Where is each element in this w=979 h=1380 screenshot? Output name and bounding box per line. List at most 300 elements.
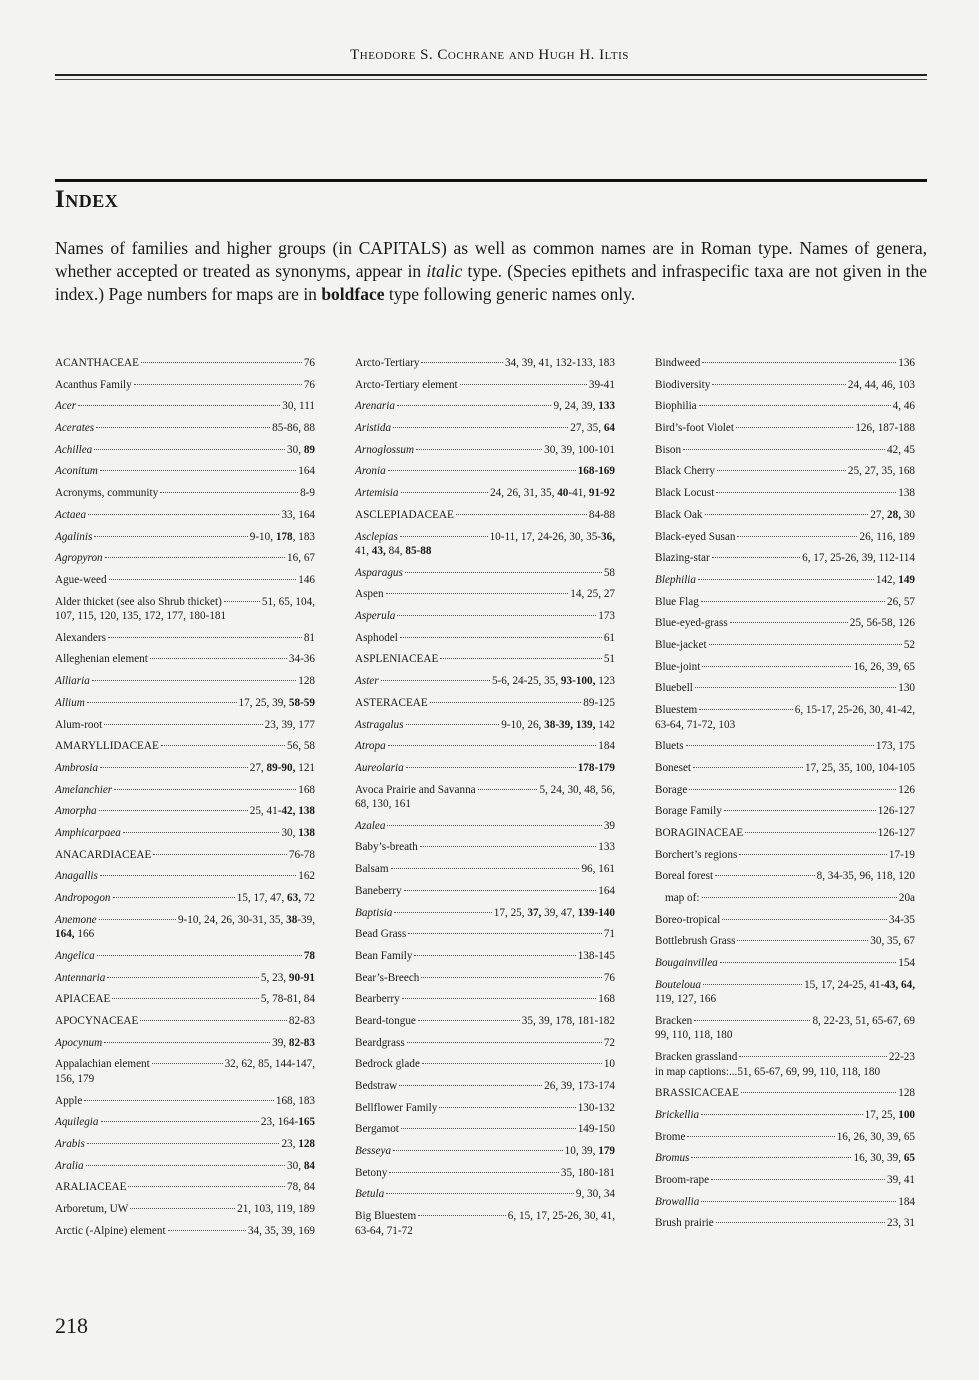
page-ref: 9-10, 26, (501, 718, 545, 731)
page-refs (250, 761, 315, 776)
dot-leader (401, 1128, 576, 1129)
page-refs (262, 595, 315, 610)
page-ref: 27, (870, 508, 888, 521)
index-term: Brome (655, 1130, 686, 1143)
page-ref: 68, 130, 161 (355, 798, 411, 811)
page-refs (553, 399, 615, 414)
page-ref: 164 (598, 884, 615, 897)
page-refs (304, 949, 315, 964)
index-entry (355, 884, 615, 899)
index-term: Bearberry (355, 993, 400, 1006)
page-ref: in map captions:...51, 65-67, 69, 99, 110, 118, 180 (655, 1065, 881, 1078)
page-refs (887, 595, 915, 610)
index-entry (355, 443, 615, 458)
dot-leader (683, 449, 885, 450)
index-term: Alleghenian element (55, 653, 148, 666)
dot-leader (702, 897, 897, 898)
index-entry (355, 819, 615, 834)
page-refs (581, 862, 615, 877)
index-entry (355, 631, 615, 646)
index-entry (55, 1202, 315, 1217)
page-refs (898, 956, 915, 971)
dot-leader (456, 514, 587, 515)
index-entry (55, 378, 315, 393)
page-refs (298, 573, 315, 588)
index-term: Balsam (355, 863, 389, 876)
page-ref: 34-36 (288, 653, 315, 666)
page-ref: 33, 164 (281, 508, 315, 521)
index-entry (355, 566, 615, 581)
page-ref: 35, 39, 178, 181-182 (521, 1014, 615, 1027)
dot-leader (160, 492, 298, 493)
dot-leader (114, 789, 296, 790)
index-entry (655, 1014, 915, 1043)
page-ref: 36, (601, 530, 615, 543)
index-term: Bedrock glade (355, 1058, 420, 1071)
index-entry (55, 1094, 315, 1109)
page-refs (539, 783, 615, 798)
page-ref: 76 (603, 971, 615, 984)
dot-leader (739, 854, 887, 855)
index-title: Index (55, 186, 119, 213)
index-term: BORAGINACEAE (655, 826, 744, 839)
index-term: Aspen (355, 588, 384, 601)
index-entry (355, 992, 615, 1007)
dot-leader (101, 1121, 259, 1122)
index-term: Acer (55, 400, 77, 413)
index-term: Ague-weed (55, 573, 107, 586)
dot-leader (687, 1136, 834, 1137)
page-ref: 30, 39, 100-101 (544, 443, 615, 456)
dot-leader (100, 767, 248, 768)
dot-leader (739, 1056, 887, 1057)
page-refs (795, 703, 915, 718)
dot-leader (386, 1193, 574, 1194)
page-ref: 146 (298, 573, 315, 586)
page-ref: 138 (298, 826, 315, 839)
dot-leader (716, 1222, 885, 1223)
dot-leader (689, 789, 896, 790)
page-refs (298, 869, 315, 884)
index-term: Arcto-Tertiary (355, 357, 420, 369)
page-refs (870, 934, 915, 949)
index-term: Black Oak (655, 508, 703, 521)
dot-leader (414, 955, 575, 956)
index-term: Acronyms, community (55, 487, 159, 500)
dot-leader (150, 658, 287, 659)
index-term: Amphicarpaea (55, 826, 121, 839)
index-term: Alum-root (55, 718, 103, 731)
page-refs-continued (55, 609, 315, 624)
dot-leader (92, 680, 296, 681)
page-refs (604, 631, 615, 646)
index-entry (355, 783, 615, 812)
index-entry (355, 971, 615, 986)
index-entry (355, 949, 615, 964)
index-entry (55, 443, 315, 458)
dot-leader (705, 514, 869, 515)
page-refs (899, 891, 915, 906)
dot-leader (107, 977, 259, 978)
page-refs (812, 1014, 915, 1029)
index-entry (55, 783, 315, 798)
page-ref: 23, 164- (260, 1116, 299, 1129)
index-term: Aralia (55, 1159, 84, 1172)
index-entry (355, 906, 615, 921)
index-term: BRASSICACEAE (655, 1087, 739, 1100)
page-refs (544, 443, 615, 458)
page-ref: 84-88 (588, 508, 615, 521)
index-term: Bergamot (355, 1123, 399, 1136)
page-ref: 138 (898, 487, 915, 500)
index-entry (55, 1036, 315, 1051)
index-term: Alliaria (55, 675, 90, 688)
page-refs (239, 696, 315, 711)
index-entry (655, 761, 915, 776)
dot-leader (478, 789, 538, 790)
index-entry (655, 1050, 915, 1079)
page-ref: 34-35 (888, 913, 915, 926)
index-term: Amelanchier (55, 783, 113, 796)
page-refs (561, 1166, 615, 1181)
page-refs (598, 884, 615, 899)
page-ref: 34, 39, 41, 132-133, 183 (504, 357, 615, 369)
index-entry (55, 761, 315, 776)
dot-leader (100, 875, 296, 876)
page-refs (604, 927, 615, 942)
page-refs (490, 530, 615, 545)
dot-leader (168, 1230, 246, 1231)
page-refs (604, 652, 615, 667)
index-entry (355, 399, 615, 414)
dot-leader (693, 767, 803, 768)
dot-leader (440, 658, 602, 659)
index-entry (655, 826, 915, 841)
index-term: Bison (655, 443, 682, 456)
index-entry (655, 739, 915, 754)
page-ref: 162 (298, 870, 315, 883)
index-column-1 (55, 356, 315, 1245)
page-ref: 173 (598, 610, 615, 623)
index-entry (55, 891, 315, 906)
dot-leader (694, 1020, 810, 1021)
dot-leader (112, 998, 259, 999)
index-entry (355, 739, 615, 754)
page-refs (878, 826, 915, 841)
page-ref: 25, 27, 35, 168 (847, 465, 915, 478)
dot-leader (123, 832, 280, 833)
page-refs (576, 1187, 615, 1202)
page-refs (589, 508, 615, 523)
page-refs (178, 913, 315, 928)
page-ref: 9-10, (249, 530, 276, 543)
index-term: Bouteloua (655, 978, 701, 991)
index-entry (55, 508, 315, 523)
page-ref: 178 (275, 530, 293, 543)
page-refs-continued (355, 797, 615, 812)
page-ref: 123 (595, 675, 615, 688)
index-term: Bindweed (655, 357, 701, 369)
index-term: Baptisia (355, 906, 393, 919)
index-entry (355, 1036, 615, 1051)
dot-leader (134, 384, 302, 385)
dot-leader (702, 666, 851, 667)
page-ref: 100 (898, 1109, 915, 1121)
index-entry (655, 934, 915, 949)
index-term: Boneset (655, 761, 692, 774)
index-term: Apple (55, 1094, 83, 1107)
index-entry (355, 1079, 615, 1094)
page-refs (850, 616, 915, 631)
page-refs (598, 739, 615, 754)
page-ref: 96, 161 (581, 863, 615, 876)
dot-leader (397, 615, 596, 616)
page-refs-continued (355, 1224, 615, 1239)
index-entry (55, 949, 315, 964)
index-term: Alexanders (55, 631, 106, 644)
index-term: Bromus (655, 1152, 690, 1165)
dot-leader (712, 384, 846, 385)
dot-leader (153, 854, 287, 855)
page-refs-continued (655, 718, 915, 733)
page-refs (304, 378, 315, 393)
page-ref: 128 (298, 1137, 315, 1150)
index-entry (655, 616, 915, 631)
page-ref: 82-83 (288, 1014, 315, 1027)
page-refs (598, 992, 615, 1007)
page-ref: 5, 78-81, 84 (260, 993, 315, 1006)
page-ref: 72 (301, 892, 315, 904)
dot-leader (141, 362, 302, 363)
index-entry (55, 718, 315, 733)
page-ref: 76 (303, 378, 315, 391)
page-refs (598, 840, 615, 855)
index-term: Blue-joint (655, 660, 701, 673)
page-ref: 130 (898, 682, 915, 695)
page-refs (281, 508, 315, 523)
index-term: Andropogon (55, 892, 111, 904)
dot-leader (439, 1107, 575, 1108)
page-refs (889, 848, 915, 863)
page-ref: 149 (898, 573, 915, 586)
page-refs (853, 1151, 915, 1166)
dot-leader (686, 745, 874, 746)
index-term: Asperula (355, 610, 396, 623)
index-entry (355, 696, 615, 711)
dot-leader (715, 875, 815, 876)
dot-leader (386, 593, 569, 594)
page-refs (898, 1195, 915, 1210)
index-term: Arboretum, UW (55, 1202, 129, 1215)
index-entry (655, 508, 915, 523)
page-refs (889, 913, 915, 928)
index-entry (655, 421, 915, 436)
dot-leader (709, 644, 902, 645)
page-ref: 30, (287, 1159, 304, 1172)
page-refs (878, 804, 915, 819)
page-refs (870, 508, 915, 523)
index-term: Avoca Prairie and Savanna (355, 783, 476, 796)
index-term: Borchert’s regions (655, 848, 738, 861)
index-entry (655, 660, 915, 675)
dot-leader (104, 724, 262, 725)
index-term: Aristida (355, 422, 392, 435)
page-ref: 89-125 (583, 696, 615, 709)
dot-leader (407, 1042, 602, 1043)
dot-leader (100, 470, 296, 471)
page-ref: 126-127 (877, 826, 915, 839)
page-ref: 42, 45 (887, 443, 915, 456)
page-ref: 168 (298, 783, 315, 796)
page-refs (887, 1173, 915, 1188)
page-refs (887, 443, 915, 458)
index-intro (55, 237, 927, 306)
intro-text: type. (Species epithets and infraspecific taxa are not given in the index.) Page numbers for maps are in (55, 261, 928, 304)
index-term: Astragalus (355, 718, 404, 731)
dot-leader (87, 702, 237, 703)
dot-leader (161, 745, 285, 746)
index-entry (655, 1086, 915, 1101)
page-ref: 27, (249, 761, 267, 774)
index-entry (355, 674, 615, 689)
page-refs (848, 464, 915, 479)
page-ref: 184 (898, 1195, 915, 1208)
page-ref: 23, (281, 1137, 299, 1150)
page-ref: 89 (303, 443, 315, 456)
dot-leader (421, 977, 601, 978)
index-entry (55, 652, 315, 667)
page-ref: 15, 17, 24-25, 41- (804, 978, 885, 991)
index-term: Bluets (655, 740, 684, 753)
index-entry (55, 848, 315, 863)
page-ref: 99, 110, 118, 180 (655, 1029, 733, 1042)
page-ref: -41, (568, 487, 589, 500)
dot-leader (393, 1150, 563, 1151)
index-term: Aureolaria (355, 761, 404, 774)
dot-leader (716, 492, 896, 493)
index-entry (655, 638, 915, 653)
page-ref: 56, 58 (287, 740, 315, 753)
page-refs (898, 486, 915, 501)
dot-leader (406, 767, 576, 768)
page-ref: 20a (898, 892, 915, 904)
index-entry (655, 399, 915, 414)
dot-leader (730, 622, 848, 623)
page-refs (898, 1086, 915, 1101)
index-term: Brickellia (655, 1109, 700, 1121)
index-entry (55, 826, 315, 841)
index-entry (355, 761, 615, 776)
dot-leader (401, 492, 489, 493)
page-refs (250, 530, 315, 545)
index-term: Arenaria (355, 400, 395, 413)
page-refs (837, 1130, 915, 1145)
index-term: Bracken (655, 1014, 693, 1027)
page-ref: 63, (287, 892, 302, 904)
index-entry (355, 718, 615, 733)
index-term: Blephilia (655, 573, 697, 586)
page-refs (237, 1202, 315, 1217)
index-entry (355, 862, 615, 877)
dot-leader (109, 579, 297, 580)
page-ref: 165 (298, 1116, 315, 1129)
page-ref: 16, 26, 30, 39, 65 (836, 1130, 915, 1143)
index-entry (655, 1173, 915, 1188)
page-ref: 65 (903, 1152, 915, 1165)
index-entry (655, 1130, 915, 1145)
index-entry (55, 399, 315, 414)
page-ref: 40 (557, 487, 569, 500)
page-ref: 37, (527, 906, 542, 919)
index-term: Agropyron (55, 552, 103, 565)
page-refs (876, 573, 915, 588)
page-ref: 25, 41- (249, 805, 282, 818)
index-entry (655, 869, 915, 884)
page-refs-continued (655, 1065, 915, 1080)
index-term: ARALIACEAE (55, 1181, 127, 1194)
dot-leader (224, 601, 260, 602)
index-term: Boreo-tropical (655, 913, 721, 926)
page-refs (490, 486, 615, 501)
page-ref: 26, 57 (887, 595, 915, 608)
page-ref: 30 (901, 508, 915, 521)
page-number: 218 (55, 1313, 88, 1338)
page-refs (300, 486, 315, 501)
index-term: Angelica (55, 949, 95, 962)
index-term: Actaea (55, 508, 87, 521)
index-term: Bear’s-Breech (355, 971, 420, 984)
page-ref: 9, 30, 34 (575, 1188, 615, 1201)
page-refs (287, 739, 315, 754)
dot-leader (140, 1020, 287, 1021)
index-term: AMARYLLIDACEAE (55, 740, 159, 753)
page-ref: 90-91 (288, 971, 315, 984)
index-entry (55, 1115, 315, 1130)
page-refs (225, 1057, 315, 1072)
page-ref: 28, (887, 508, 902, 521)
index-entry (355, 356, 615, 371)
page-ref: 85-86, 88 (272, 422, 315, 435)
page-refs (522, 1014, 615, 1029)
page-refs (898, 783, 915, 798)
dot-leader (698, 579, 874, 580)
index-term: Baneberry (355, 884, 402, 897)
index-entry (655, 804, 915, 819)
page-refs-continued (655, 992, 915, 1007)
dot-leader (97, 955, 302, 956)
index-term: ACANTHACEAE (55, 357, 139, 369)
page-ref: 34, 35, 39, 169 (247, 1224, 315, 1237)
page-ref: 178-179 (577, 761, 615, 774)
page-ref: 30, (287, 443, 304, 456)
index-term: Acanthus Family (55, 378, 132, 391)
index-entry (55, 971, 315, 986)
page-ref: 93-100, (560, 675, 596, 688)
dot-leader (699, 709, 792, 710)
page-ref: 6, 17, 25-26, 39, 112-114 (802, 552, 915, 565)
page-ref: -39, (297, 913, 315, 926)
dot-leader (418, 1215, 506, 1216)
page-refs (565, 1144, 615, 1159)
index-entry (355, 1057, 615, 1072)
page-ref: 10, 39, (564, 1145, 599, 1158)
dot-leader (741, 1092, 896, 1093)
dot-leader (394, 912, 492, 913)
page-ref: 71 (603, 928, 615, 941)
page-ref: 51, 65, 104, (261, 595, 315, 608)
page-refs (570, 587, 615, 602)
page-ref: 8, 22-23, 51, 65-67, 69 (812, 1014, 915, 1027)
